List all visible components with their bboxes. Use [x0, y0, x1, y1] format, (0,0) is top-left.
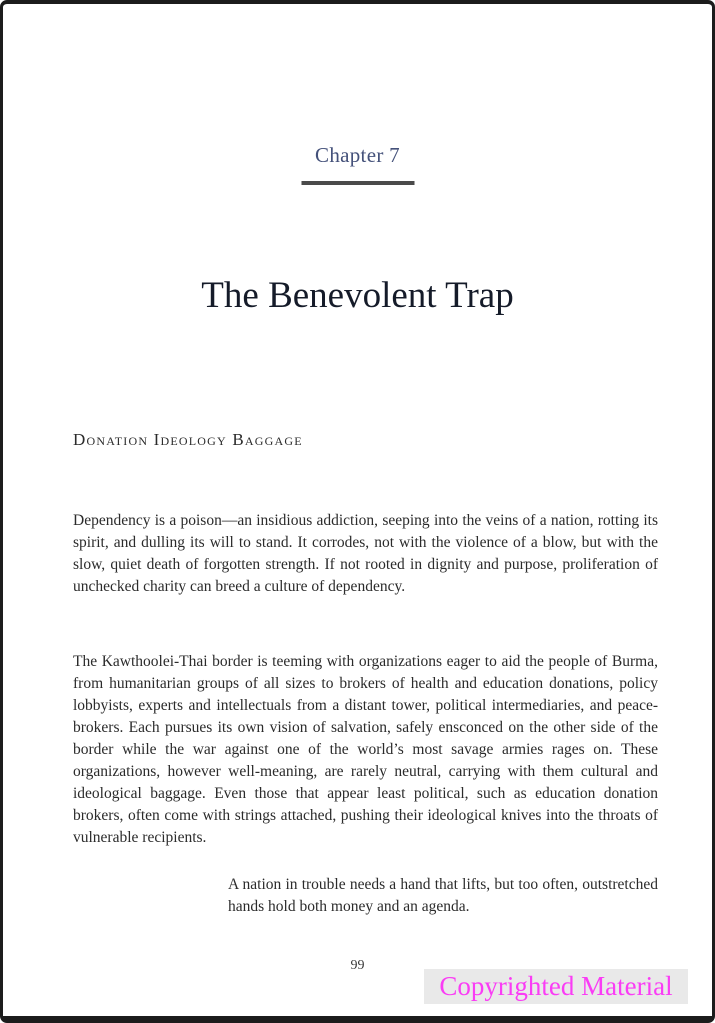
chapter-rule-divider [301, 181, 414, 185]
page-number: 99 [350, 958, 365, 973]
page-title: The Benevolent Trap [201, 275, 514, 316]
pull-quote: A nation in trouble needs a hand that lifts, but too often, outstretched hands hold both money and an agenda. [228, 876, 658, 915]
copyright-watermark-label: Copyrighted Material [439, 971, 673, 1001]
chapter-label: Chapter 7 [315, 143, 400, 167]
copyright-watermark-strip [424, 969, 688, 1004]
section-heading: Donation Ideology Baggage [73, 430, 303, 449]
body-paragraph-2: The Kawthoolei-Thai border is teeming with organizations eager to aid the people of Burma, from humanitarian groups of all sizes to brokers of health and education donations, policy lobbyists, experts and intellectuals from a distant tower, political intermediaries, and peace-brokers. Each pursues its own vision of salvation, safely ensconced on the other side of the border while the war against one of the world’s most savage armies rages on. These organizations, however well-meaning, are rarely neutral, carrying with them cultural and ideological baggage. Even those that appear least political, such as education donation brokers, often come with strings attached, pushing their ideological knives into the throats of vulnerable recipients. [73, 653, 658, 846]
body-paragraph-1: Dependency is a poison—an insidious addiction, seeping into the veins of a nation, rotting its spirit, and dulling its will to stand. It corrodes, not with the violence of a blow, but with the slow, quiet death of forgotten strength. If not rooted in dignity and purpose, proliferation of unchecked charity can breed a culture of dependency. [73, 512, 658, 595]
